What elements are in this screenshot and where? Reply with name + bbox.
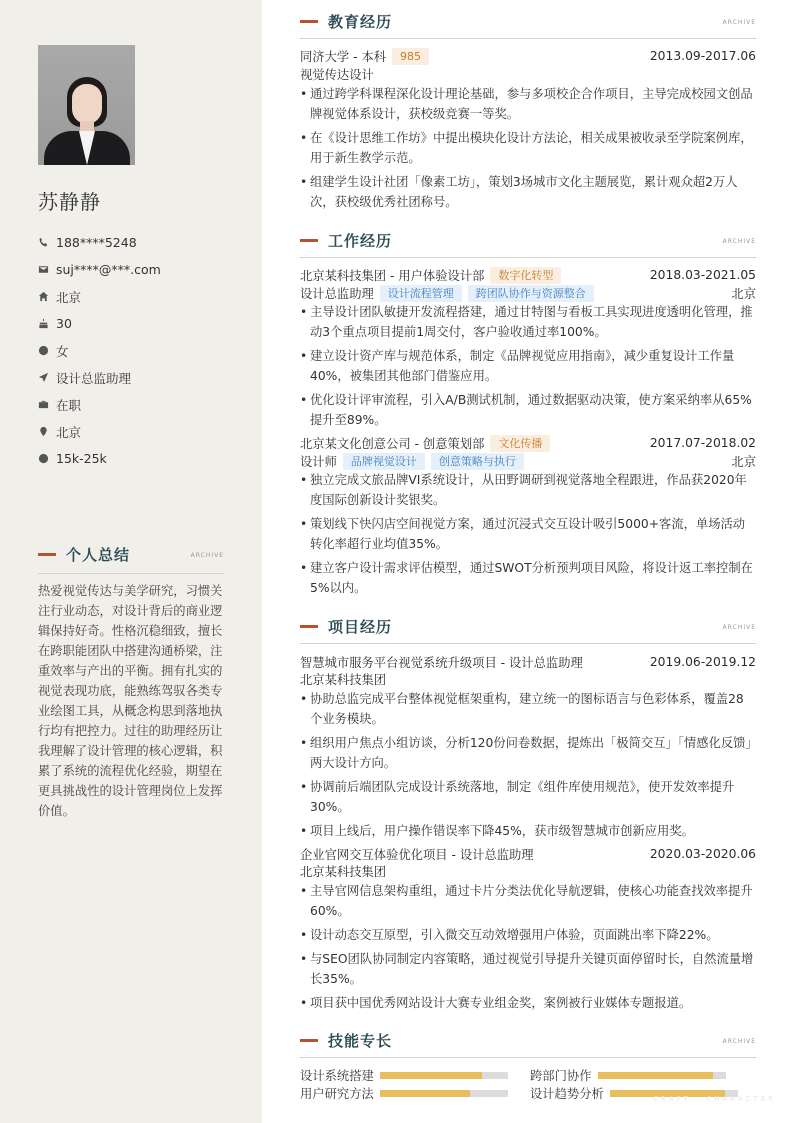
phone-icon (38, 237, 49, 248)
section-title: 工作经历 (328, 232, 393, 250)
project-org: 北京某科技集团 (300, 865, 387, 879)
contact-home (38, 283, 161, 310)
archive-label: ARCHIVE (722, 624, 756, 631)
skill-level-bar (598, 1072, 726, 1079)
projects-heading (300, 616, 756, 644)
watermark: CRAFT · CHARACTER (653, 1095, 776, 1103)
section-accent-bar (300, 625, 318, 628)
job-bullet: • 主导设计团队敏捷开发流程搭建，通过甘特图与看板工具实现进度透明化管理，推动3个重点项目提前1周交付，客户验收通过率100%。 (300, 302, 756, 342)
section-title: 教育经历 (328, 13, 393, 31)
education-bullet: • 组建学生设计社团「像素工坊」，策划3场城市文化主题展览，累计观众超2万人次，获校级优秀社团称号。 (300, 172, 756, 212)
email-icon (38, 264, 49, 275)
education-heading (300, 11, 756, 39)
job-bullet: • 优化设计评审流程，引入A/B测试机制，通过数据驱动决策，使方案采纳率从65%提升至89%。 (300, 390, 756, 430)
archive-label: ARCHIVE (722, 19, 756, 26)
project-bullet: • 主导官网信息架构重组，通过卡片分类法优化导航逻辑，使核心功能查找效率提升60%。 (300, 881, 756, 921)
job-company: 北京某文化创意公司 - 创意策划部 (300, 437, 485, 451)
send-icon (38, 372, 49, 383)
school-badge: 985 (392, 48, 429, 65)
skill-tag: 创意策略与执行 (431, 453, 524, 470)
project-name: 企业官网交互体验优化项目 - 设计总监助理 (300, 848, 534, 862)
briefcase-icon (38, 399, 49, 410)
education-row (300, 47, 756, 65)
skill-name: 用户研究方法 (300, 1087, 374, 1101)
cake-icon (38, 318, 49, 329)
job-row (300, 266, 756, 284)
summary-heading (38, 544, 224, 574)
contact-email (38, 256, 161, 283)
section-title: 项目经历 (328, 618, 393, 636)
gender-icon (38, 345, 49, 356)
contact-list (38, 229, 161, 472)
job-role-row (300, 284, 756, 302)
job-city: 北京 (731, 287, 756, 301)
contact-text: suj****@***.com (56, 262, 161, 277)
section-accent-bar (38, 553, 56, 556)
contact-salary (38, 445, 161, 472)
skill-tag: 跨团队协作与资源整合 (468, 285, 594, 302)
education-bullet: • 在《设计思维工作坊》中提出模块化设计方法论，相关成果被收录至学院案例库，用于新生教学示范。 (300, 128, 756, 168)
skill-name: 设计趋势分析 (530, 1087, 604, 1101)
summary-text: 热爱视觉传达与美学研究，习惯关注行业动态，对设计背后的商业逻辑保持好奇。性格沉稳细致，擅长在跨职能团队中搭建沟通桥梁，注重效率与产出的平衡。拥有扎实的视觉表现功底，能熟练驾驭各类专业绘图工具，从概念构思到落地执行均有把控力。过往的助理经历让我理解了设计管理的核心逻辑，积累了系统的流程优化经验，期望在更具挑战性的设计管理岗位上发挥价值。 (38, 584, 223, 818)
project-name: 智慧城市服务平台视觉系统升级项目 - 设计总监助理 (300, 656, 583, 670)
skill-tag: 设计流程管理 (380, 285, 462, 302)
contact-text: 设计总监助理 (56, 370, 132, 386)
skill-level-fill (598, 1072, 713, 1079)
job-role: 设计总监助理 (300, 287, 374, 301)
job-bullet: • 策划线下快闪店空间视觉方案，通过沉浸式交互设计吸引5000+客流，单场活动转化率超行业均值35%。 (300, 514, 756, 554)
project-row (300, 653, 756, 671)
section-accent-bar (300, 20, 318, 23)
education-major: 视觉传达设计 (300, 68, 374, 82)
project-date: 2019.06-2019.12 (649, 655, 756, 669)
profile-photo (38, 45, 135, 165)
archive-label: ARCHIVE (190, 552, 224, 559)
skill-name: 跨部门协作 (530, 1069, 592, 1083)
job-city: 北京 (731, 455, 756, 469)
contact-gender (38, 337, 161, 364)
project-bullet: • 项目获中国优秀网站设计大赛专业组金奖，案例被行业媒体专题报道。 (300, 993, 756, 1013)
project-bullet: • 设计动态交互原型，引入微交互动效增强用户体验，页面跳出率下降22%。 (300, 925, 756, 945)
work-heading (300, 230, 756, 258)
contact-text: 北京 (56, 424, 82, 440)
contact-text: 30 (56, 316, 72, 331)
contact-text: 女 (56, 343, 69, 359)
skill-name: 设计系统搭建 (300, 1069, 374, 1083)
project-bullet: • 组织用户焦点小组访谈，分析120份问卷数据，提炼出「极简交互」「情感化反馈」两大设计方向。 (300, 733, 756, 773)
skill-tag: 品牌视觉设计 (343, 453, 425, 470)
person-name: 苏静静 (38, 190, 101, 214)
contact-age (38, 310, 161, 337)
contact-phone (38, 229, 161, 256)
job-date: 2018.03-2021.05 (649, 268, 756, 282)
education-bullet: • 通过跨学科课程深化设计理论基础，参与多项校企合作项目，主导完成校园文创品牌视觉体系设计，获校级竞赛一等奖。 (300, 84, 756, 124)
skill-level-fill (380, 1090, 470, 1097)
contact-status (38, 391, 161, 418)
contact-text: 15k-25k (56, 451, 107, 466)
contact-text: 188****5248 (56, 235, 137, 250)
home-icon (38, 291, 49, 302)
section-title: 技能专长 (328, 1032, 393, 1050)
project-date: 2020.03-2020.06 (649, 847, 756, 861)
contact-text: 北京 (56, 289, 82, 305)
job-bullet: • 独立完成文旅品牌VI系统设计，从田野调研到视觉落地全程跟进，作品获2020年度国际创新设计奖银奖。 (300, 470, 756, 510)
job-company: 北京某科技集团 - 用户体验设计部 (300, 269, 485, 283)
contact-text: 在职 (56, 397, 82, 413)
skill-level-fill (380, 1072, 482, 1079)
project-org: 北京某科技集团 (300, 673, 387, 687)
location-icon (38, 426, 49, 437)
section-accent-bar (300, 239, 318, 242)
project-bullet: • 与SEO团队协同制定内容策略，通过视觉引导提升关键页面停留时长，自然流量增长35%。 (300, 949, 756, 989)
job-role-row (300, 452, 756, 470)
job-role: 设计师 (300, 455, 337, 469)
job-bullet: • 建立设计资产库与规范体系，制定《品牌视觉应用指南》，减少重复设计工作量40%，被集团其他部门借鉴应用。 (300, 346, 756, 386)
sidebar (0, 0, 262, 1123)
job-date: 2017.07-2018.02 (649, 436, 756, 450)
school-name: 同济大学 - 本科 (300, 50, 387, 64)
job-bullet: • 建立客户设计需求评估模型，通过SWOT分析预判项目风险，将设计返工率控制在5%以内。 (300, 558, 756, 598)
job-tag: 数字化转型 (490, 267, 561, 284)
archive-label: ARCHIVE (722, 1038, 756, 1045)
skill-level-bar (380, 1072, 508, 1079)
job-tag: 文化传播 (490, 435, 550, 452)
contact-location (38, 418, 161, 445)
section-title: 个人总结 (66, 546, 131, 564)
section-accent-bar (300, 1039, 318, 1042)
project-bullet: • 协调前后端团队完成设计系统落地，制定《组件库使用规范》，使开发效率提升30%。 (300, 777, 756, 817)
job-row (300, 434, 756, 452)
project-row (300, 845, 756, 863)
education-date: 2013.09-2017.06 (649, 49, 756, 63)
salary-icon (38, 453, 49, 464)
project-bullet: • 项目上线后，用户操作错误率下降45%，获市级智慧城市创新应用奖。 (300, 821, 756, 841)
project-bullet: • 协助总监完成平台整体视觉框架重构，建立统一的图标语言与色彩体系，覆盖28个业务模块。 (300, 689, 756, 729)
archive-label: ARCHIVE (722, 238, 756, 245)
contact-position (38, 364, 161, 391)
skills-heading (300, 1030, 756, 1058)
skill-level-bar (380, 1090, 508, 1097)
